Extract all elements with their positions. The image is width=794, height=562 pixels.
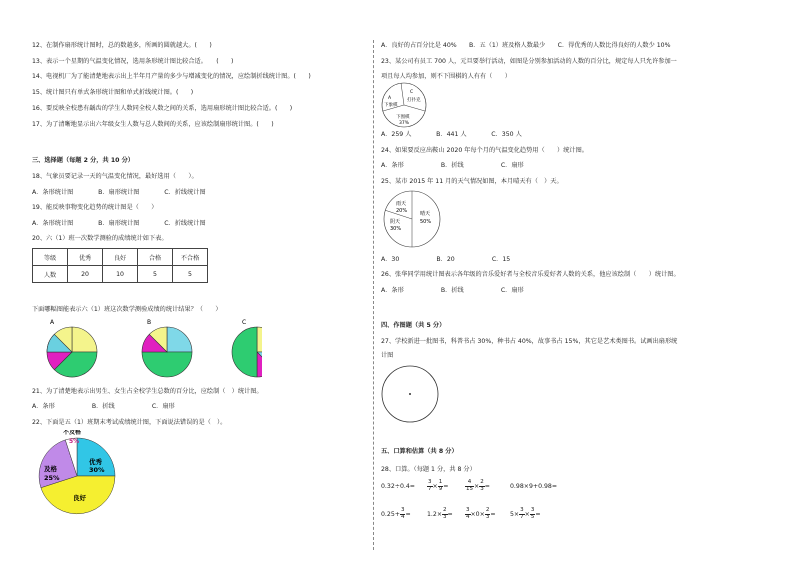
table-cell: 等级: [33, 249, 68, 266]
pie25-label-sunny: 晴天: [420, 211, 431, 217]
calc-r2a: 0.25+ $\frac{3}{4}$ =: [381, 507, 411, 520]
question-17: 17、为了清晰地显示出六年级女生人数与总人数间的关系，应该绘制扇形统计图。( ): [32, 121, 274, 128]
section-4-heading: 四、作图题（共 5 分）: [381, 322, 446, 329]
question-21-options: A．条形 B．折线 C．扇形: [32, 403, 175, 410]
question-24-options: A．条形 B．折线 C．扇形: [381, 162, 524, 169]
question-26-options: A．条形 B．折线 C．扇形: [381, 287, 524, 294]
pie-c: [232, 327, 262, 377]
table-cell: 优秀: [68, 249, 103, 266]
table-cell: 良好: [103, 249, 138, 266]
section-3-heading: 三、选择题（每题 2 分，共 10 分）: [32, 157, 134, 164]
pie25-label-cloudy-pct: 30%: [390, 226, 402, 232]
table-header-row: [33, 249, 208, 266]
question-26: 26、张华同学用统计图表示各年级的音乐爱好者与全校音乐爱好者人数的关系，他应该绘制（ ）统计图。: [381, 271, 680, 278]
question-21: 21、为了清楚地表示出男生、女生占全校学生总数的百分比，应绘制（ ）统计图。: [32, 388, 263, 395]
question-27-line1: 27、学校新进一批图书，科普书占 30%，种书占 40%，故事书占 15%，其它是艺术类图书。试画出扇形统: [381, 338, 678, 345]
label-excellent: 优秀: [89, 458, 102, 466]
calc-r2b: 1.2× $\frac{2}{3}$ =: [427, 507, 453, 520]
calc-r1d: 0.98×9+0.98=: [510, 483, 558, 490]
label-pass: 及格: [44, 465, 57, 473]
question-23-line1: 23、某公司有员工 700 人，元旦要举行活动，如图是分别参加活动的人数的百分比，规定每人只允许参加一: [381, 58, 677, 65]
question-19-options: A．条形统计图 B．扇形统计图 C．折线统计图: [32, 220, 206, 227]
option-label-b: B: [147, 319, 152, 326]
pie25-label-rain: 雨天: [396, 201, 407, 207]
grade-table: [32, 248, 208, 283]
drawing-circle: [380, 364, 442, 426]
calc-r1b: $\frac{3}{7}$ × $\frac{1}{9}$ =: [428, 479, 449, 492]
pie23-label-a: A: [388, 96, 392, 101]
pie-b-slice: [167, 327, 192, 352]
question-20-prompt: 下面哪幅图能表示六（1）班这次数学测验成绩的统计结果？（ ）: [32, 306, 222, 313]
label-excellent-pct: 30%: [89, 466, 105, 474]
label-pass-pct: 25%: [44, 474, 60, 482]
question-25: 25、某市 2015 年 11 月的天气情况如图，本月晴天有（ ）天。: [381, 178, 563, 185]
calc-r1a: 0.32÷0.4=: [381, 483, 415, 490]
option-label-a: A: [50, 319, 55, 326]
pie-chart-22: [32, 430, 132, 515]
pie-b-slice: [142, 352, 192, 377]
table-cell: 5: [138, 266, 173, 283]
pie23-label-go: 下围棋: [396, 115, 410, 120]
pie25-label-cloudy: 阴天: [390, 219, 401, 225]
question-14: 14、电视机厂为了能清楚地表示出上半年月产量的多少与增减变化的情况，应绘制折线统计图。( ): [32, 73, 311, 80]
pie-chart-23: [380, 80, 430, 130]
section-5-heading: 五、口算和估算（共 8 分）: [381, 448, 458, 455]
pie25-label-rain-pct: 20%: [396, 208, 408, 214]
pie23-label-c: C: [410, 90, 414, 95]
calc-r2c: $\frac{3}{4}$ ×0× $\frac{2}{3}$ =: [466, 507, 496, 520]
question-15: 15、统计图只有单式条形统计图和单式折线统计图。( ): [32, 89, 194, 96]
question-18-options: A．条形统计图 B．扇形统计图 C．折线统计图: [32, 189, 206, 196]
label-fail-pct: 5%: [69, 438, 80, 445]
question-12: 12、在制作扇形统计图时，总的数越多，所画的圆就越大。( ): [32, 42, 212, 49]
table-cell: 不合格: [173, 249, 208, 266]
question-27-line2: 计图: [381, 352, 394, 359]
circle-center-dot: [409, 393, 411, 395]
table-cell: 10: [103, 266, 138, 283]
table-cell: 人数: [33, 266, 68, 283]
question-18: 18、气象员要记录一天的气温变化情况，最好选用（ ）。: [32, 173, 198, 180]
question-23-options: A．259 人 B．441 人 C．350 人: [381, 131, 522, 138]
pie25-label-sunny-pct: 50%: [420, 219, 432, 225]
pie-chart-25: [380, 188, 450, 250]
question-22-options: A．良好的占百分比是 40% B．五（1）班及格人数最少 C．得优秀的人数比得良好的人数少 10%: [381, 42, 671, 49]
pie-c-slice: [257, 327, 262, 352]
question-16: 16、要反映全校患有龋齿的学生人数同全校人数之间的关系，选用扇形统计图比较合适。( ): [32, 105, 293, 112]
option-pies: [32, 318, 262, 380]
question-25-options: A．30 B．20 C．15: [381, 256, 511, 263]
label-good: 良好: [73, 494, 86, 502]
pie-a: [47, 327, 97, 377]
pie-c-slice: [232, 327, 257, 377]
pie23-label-chess: 下象棋: [384, 103, 398, 108]
question-19: 19、能反映事物变化趋势的统计图是（ ）: [32, 204, 158, 211]
question-20: 20、六（1）班一次数学测验的成绩统计如下表。: [32, 235, 168, 242]
calc-r2d: 5× $\frac{3}{7}$ × $\frac{3}{5}$ =: [510, 507, 541, 520]
calc-r1c: $\frac{4}{15}$ × $\frac{2}{3}$ =: [466, 479, 490, 492]
question-22: 22、下面是五（1）班期末考试成绩统计图，下面说法错误的是（ ）。: [32, 419, 227, 426]
option-label-c: C: [242, 319, 247, 326]
column-divider: [373, 40, 374, 550]
label-fail: 不及格: [63, 430, 82, 436]
table-row: [33, 266, 208, 283]
question-23-line2: 项且每人均参加，则不下围棋的人有有（ ）: [381, 73, 511, 80]
table-cell: 合格: [138, 249, 173, 266]
table-cell: 20: [68, 266, 103, 283]
table-cell: 5: [173, 266, 208, 283]
pie23-label-go-pct: 37%: [399, 121, 410, 126]
pie23-label-cards: 打扑克: [407, 98, 421, 103]
pie-b: [142, 327, 192, 377]
question-28: 28、口算。（每题 1 分，共 8 分）: [381, 466, 476, 473]
question-13: 13、表示一个星期的气温变化情况，选用条形统计图比较合适。 ( ): [32, 58, 234, 65]
pie-a-slice: [72, 327, 97, 352]
question-24: 24、如果要反应出鞍山 2020 年每个月的气温变化趋势用（ ）统计图。: [381, 147, 588, 154]
